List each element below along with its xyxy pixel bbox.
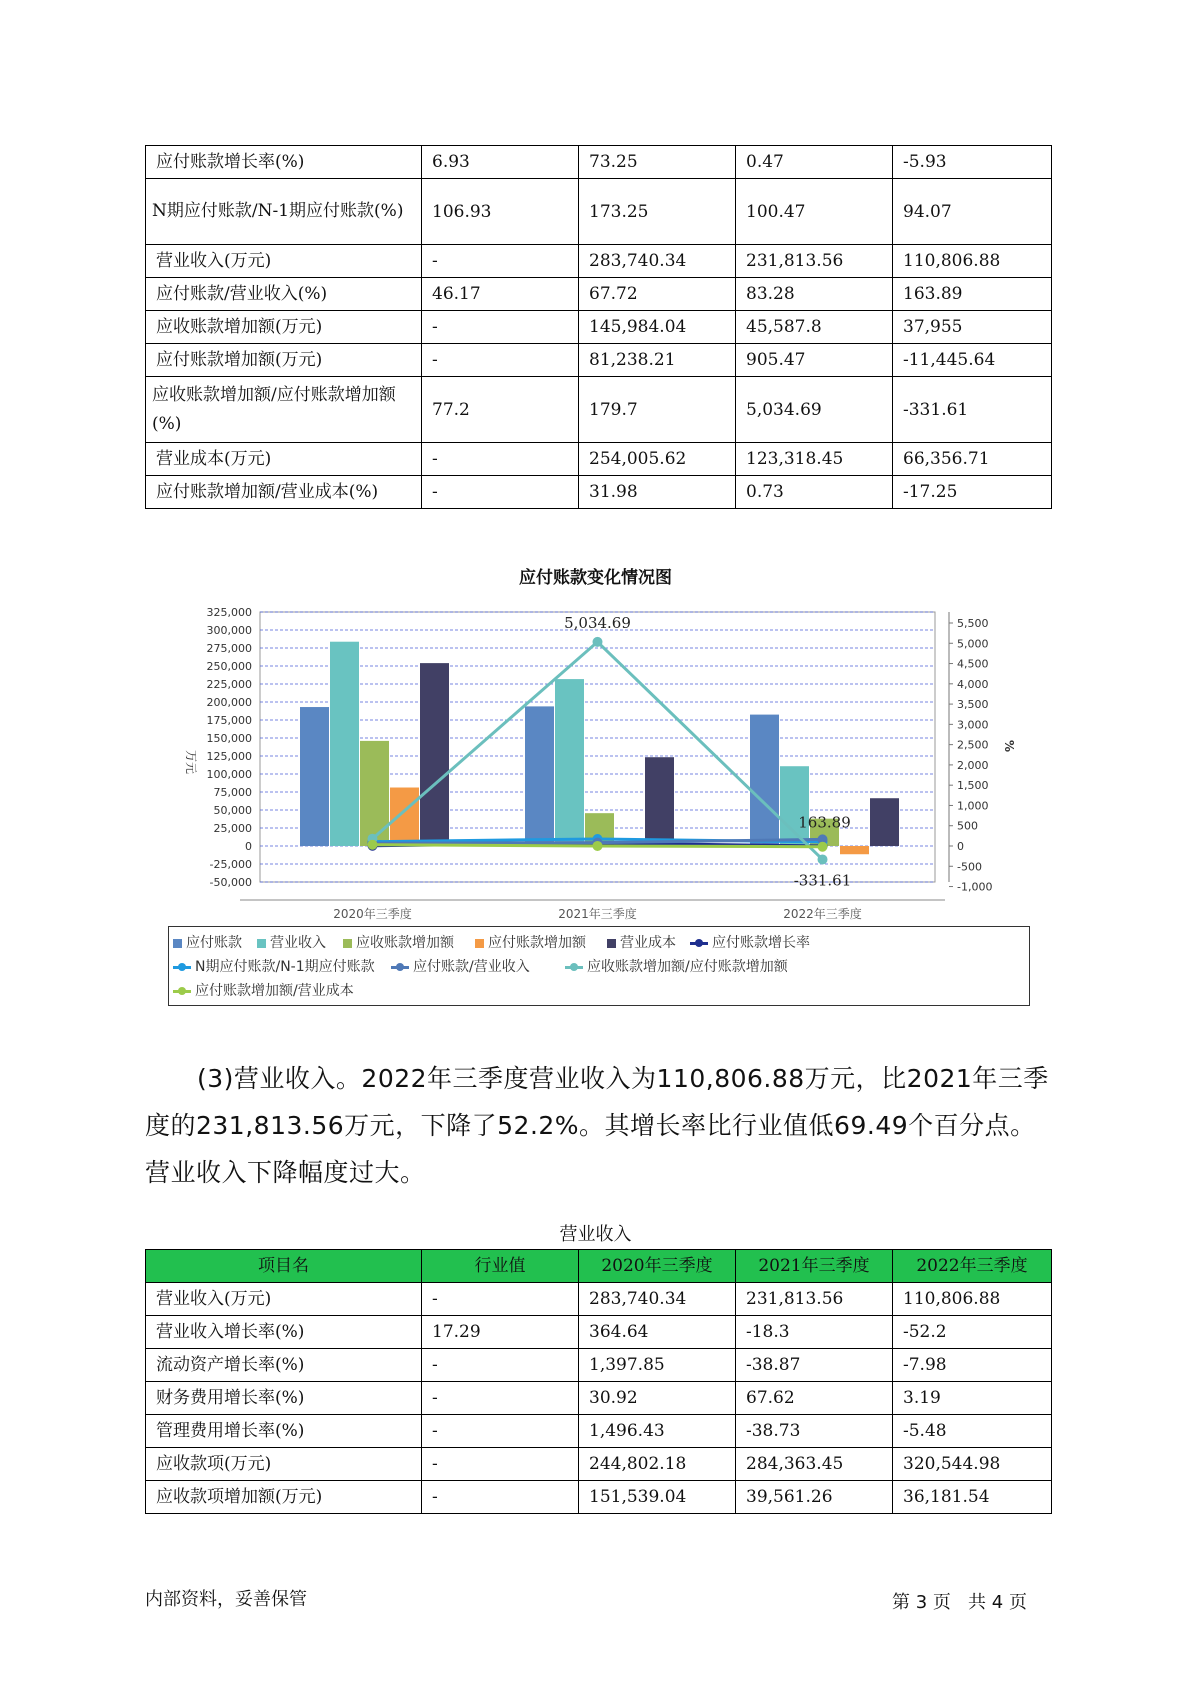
legend-item xyxy=(607,932,676,952)
bar xyxy=(330,642,359,846)
header-cell: 2022年三季度 xyxy=(893,1250,1052,1283)
y-axis-title: 万元 xyxy=(184,750,198,775)
data-point xyxy=(368,840,378,850)
payables-chart xyxy=(175,590,1025,920)
table-row xyxy=(146,179,1052,245)
legend-item xyxy=(343,932,454,952)
value-cell: 231,813.56 xyxy=(736,1283,893,1316)
legend-line-marker xyxy=(565,966,583,969)
value-cell: 83.28 xyxy=(736,278,893,311)
value-cell: 283,740.34 xyxy=(579,245,736,278)
value-cell: 46.17 xyxy=(422,278,579,311)
legend-item xyxy=(391,956,530,976)
value-cell: - xyxy=(422,1481,579,1514)
y-tick-label: 50,000 xyxy=(213,804,252,817)
legend-line-marker xyxy=(391,966,409,969)
value-cell: - xyxy=(422,443,579,476)
legend-item xyxy=(173,956,375,976)
revenue-table-caption: 营业收入 xyxy=(559,1224,632,1245)
legend-swatch xyxy=(343,939,352,948)
x-tick-label: 2020年三季度 xyxy=(333,907,412,920)
header-cell: 2020年三季度 xyxy=(579,1250,736,1283)
legend-label: 营业收入 xyxy=(270,935,326,951)
y2-tick-label: -500 xyxy=(957,860,982,874)
value-cell: 5,034.69 xyxy=(736,377,893,443)
row-label: 管理费用增长率(%) xyxy=(146,1415,422,1448)
y-tick-label: -25,000 xyxy=(209,858,252,871)
y-tick-label: 325,000 xyxy=(206,606,252,619)
legend-item xyxy=(565,956,788,976)
table-row xyxy=(146,278,1052,311)
value-cell: 254,005.62 xyxy=(579,443,736,476)
table-row xyxy=(146,443,1052,476)
y2-tick-label: 3,500 xyxy=(957,698,989,712)
value-cell: 3.19 xyxy=(893,1382,1052,1415)
row-label: 应收账款增加额/应付账款增加额(%) xyxy=(146,377,422,443)
table-row xyxy=(146,1448,1052,1481)
y2-tick-label: 5,000 xyxy=(957,637,989,651)
value-cell: -5.93 xyxy=(893,146,1052,179)
value-cell: 66,356.71 xyxy=(893,443,1052,476)
data-label: 163.89 xyxy=(798,813,851,832)
value-cell: - xyxy=(422,1448,579,1481)
value-cell: 179.7 xyxy=(579,377,736,443)
bar xyxy=(420,663,449,846)
value-cell: - xyxy=(422,1283,579,1316)
value-cell: 0.47 xyxy=(736,146,893,179)
value-cell: 100.47 xyxy=(736,179,893,245)
y2-axis-title: % xyxy=(1002,740,1016,753)
table-row xyxy=(146,377,1052,443)
value-cell: 73.25 xyxy=(579,146,736,179)
value-cell: 77.2 xyxy=(422,377,579,443)
value-cell: -331.61 xyxy=(893,377,1052,443)
y2-tick-label: 0 xyxy=(957,840,964,853)
value-cell: 364.64 xyxy=(579,1316,736,1349)
row-label: 应收款项增加额(万元) xyxy=(146,1481,422,1514)
row-label: 应收款项(万元) xyxy=(146,1448,422,1481)
table-row xyxy=(146,245,1052,278)
y2-tick-label: 1,000 xyxy=(957,799,989,813)
y-tick-label: 225,000 xyxy=(206,678,252,691)
bar xyxy=(300,707,329,846)
legend-label: 应付账款增加额/营业成本 xyxy=(195,983,354,999)
value-cell: -11,445.64 xyxy=(893,344,1052,377)
value-cell: - xyxy=(422,1382,579,1415)
row-label: N期应付账款/N-1期应付账款(%) xyxy=(146,179,422,245)
chart-title: 应付账款变化情况图 xyxy=(519,568,672,588)
legend-item xyxy=(173,980,354,1000)
value-cell: 6.93 xyxy=(422,146,579,179)
legend-label: 应付账款增长率 xyxy=(712,935,810,951)
data-point xyxy=(818,842,828,852)
value-cell: 17.29 xyxy=(422,1316,579,1349)
y2-tick-label: 1,500 xyxy=(957,779,989,793)
value-cell: 39,561.26 xyxy=(736,1481,893,1514)
table-row xyxy=(146,1283,1052,1316)
value-cell: 30.92 xyxy=(579,1382,736,1415)
y2-tick-label: 4,500 xyxy=(957,657,989,671)
revenue-table-header xyxy=(146,1250,1052,1283)
value-cell: 110,806.88 xyxy=(893,1283,1052,1316)
y-tick-label: 100,000 xyxy=(206,768,252,781)
y-tick-label: 0 xyxy=(245,840,252,853)
value-cell: 244,802.18 xyxy=(579,1448,736,1481)
value-cell: -5.48 xyxy=(893,1415,1052,1448)
legend-item xyxy=(690,932,810,952)
revenue-paragraph: (3)营业收入。2022年三季度营业收入为110,806.88万元，比2021年三季度的231,813.56万元，下降了52.2%。其增长率比行业值低69.49个百分点。营业收入下降幅度过大。 xyxy=(145,1064,1049,1187)
value-cell: 123,318.45 xyxy=(736,443,893,476)
y-tick-label: -50,000 xyxy=(209,876,252,889)
table-row xyxy=(146,344,1052,377)
chart-legend xyxy=(168,926,1030,1006)
data-label: 5,034.69 xyxy=(564,613,631,632)
data-label: -331.61 xyxy=(793,871,852,890)
header-cell: 项目名 xyxy=(146,1250,422,1283)
legend-line-marker xyxy=(690,942,708,945)
value-cell: 81,238.21 xyxy=(579,344,736,377)
bar xyxy=(525,706,554,846)
row-label: 应付账款增加额/营业成本(%) xyxy=(146,476,422,509)
value-cell: -52.2 xyxy=(893,1316,1052,1349)
row-label: 流动资产增长率(%) xyxy=(146,1349,422,1382)
value-cell: 173.25 xyxy=(579,179,736,245)
value-cell: 45,587.8 xyxy=(736,311,893,344)
footer-page-number: 第 3 页 共 4 页 xyxy=(892,1592,1027,1613)
table-row xyxy=(146,1382,1052,1415)
legend-swatch xyxy=(475,939,484,948)
row-label: 应收账款增加额(万元) xyxy=(146,311,422,344)
table-row xyxy=(146,1481,1052,1514)
legend-swatch xyxy=(173,939,182,948)
legend-swatch xyxy=(607,939,616,948)
legend-label: 应收账款增加额 xyxy=(356,935,454,951)
legend-item xyxy=(257,932,326,952)
data-point xyxy=(818,854,828,864)
value-cell: 106.93 xyxy=(422,179,579,245)
y2-tick-label: 3,000 xyxy=(957,718,989,732)
value-cell: 284,363.45 xyxy=(736,1448,893,1481)
table-row xyxy=(146,311,1052,344)
value-cell: - xyxy=(422,311,579,344)
value-cell: 1,496.43 xyxy=(579,1415,736,1448)
value-cell: -38.87 xyxy=(736,1349,893,1382)
legend-line-marker xyxy=(173,990,191,993)
legend-label: 营业成本 xyxy=(620,935,676,951)
bar xyxy=(840,846,869,854)
value-cell: 320,544.98 xyxy=(893,1448,1052,1481)
value-cell: 283,740.34 xyxy=(579,1283,736,1316)
y2-tick-label: 5,500 xyxy=(957,617,989,630)
value-cell: 110,806.88 xyxy=(893,245,1052,278)
y-tick-label: 250,000 xyxy=(206,660,252,673)
value-cell: - xyxy=(422,245,579,278)
legend-label: 应付账款增加额 xyxy=(488,935,586,951)
row-label: 应付账款增加额(万元) xyxy=(146,344,422,377)
header-cell: 行业值 xyxy=(422,1250,579,1283)
y-tick-label: 150,000 xyxy=(206,732,252,745)
value-cell: -18.3 xyxy=(736,1316,893,1349)
legend-label: 应付账款 xyxy=(186,935,242,951)
value-cell: 67.72 xyxy=(579,278,736,311)
value-cell: 31.98 xyxy=(579,476,736,509)
data-point xyxy=(593,637,603,647)
value-cell: 231,813.56 xyxy=(736,245,893,278)
y2-tick-label: 2,500 xyxy=(957,738,989,752)
y2-tick-label: 2,000 xyxy=(957,758,989,772)
x-tick-label: 2021年三季度 xyxy=(558,907,637,920)
y-tick-label: 25,000 xyxy=(213,822,252,835)
y2-tick-label: 500 xyxy=(957,819,978,833)
bar xyxy=(390,788,419,846)
value-cell: 37,955 xyxy=(893,311,1052,344)
value-cell: 151,539.04 xyxy=(579,1481,736,1514)
ratio-table xyxy=(145,145,1052,509)
value-cell: 0.73 xyxy=(736,476,893,509)
table-row xyxy=(146,476,1052,509)
value-cell: 94.07 xyxy=(893,179,1052,245)
x-tick-label: 2022年三季度 xyxy=(783,907,862,920)
revenue-table xyxy=(145,1249,1052,1514)
value-cell: - xyxy=(422,1415,579,1448)
table-row xyxy=(146,1349,1052,1382)
row-label: 营业收入增长率(%) xyxy=(146,1316,422,1349)
value-cell: - xyxy=(422,476,579,509)
y-tick-label: 275,000 xyxy=(206,642,252,655)
row-label: 营业成本(万元) xyxy=(146,443,422,476)
legend-label: 应收账款增加额/应付账款增加额 xyxy=(587,959,788,975)
value-cell: 67.62 xyxy=(736,1382,893,1415)
y-tick-label: 75,000 xyxy=(213,786,252,799)
value-cell: 145,984.04 xyxy=(579,311,736,344)
table-row xyxy=(146,1415,1052,1448)
row-label: 应付账款/营业收入(%) xyxy=(146,278,422,311)
value-cell: 905.47 xyxy=(736,344,893,377)
legend-label: 应付账款/营业收入 xyxy=(413,959,530,975)
value-cell: 1,397.85 xyxy=(579,1349,736,1382)
y-tick-label: 300,000 xyxy=(206,624,252,637)
value-cell: -38.73 xyxy=(736,1415,893,1448)
value-cell: 36,181.54 xyxy=(893,1481,1052,1514)
data-point xyxy=(593,841,603,851)
legend-line-marker xyxy=(173,966,191,969)
value-cell: - xyxy=(422,1349,579,1382)
row-label: 应付账款增长率(%) xyxy=(146,146,422,179)
value-cell: -7.98 xyxy=(893,1349,1052,1382)
y-tick-label: 125,000 xyxy=(206,750,252,763)
bar xyxy=(360,741,389,846)
bar xyxy=(870,798,899,846)
y-tick-label: 175,000 xyxy=(206,714,252,727)
legend-label: N期应付账款/N-1期应付账款 xyxy=(195,959,375,975)
table-row xyxy=(146,146,1052,179)
bar xyxy=(555,679,584,846)
value-cell: -17.25 xyxy=(893,476,1052,509)
table-row xyxy=(146,1316,1052,1349)
legend-item xyxy=(173,932,242,952)
footer-confidential: 内部资料，妥善保管 xyxy=(145,1589,307,1610)
legend-item xyxy=(475,932,586,952)
bar xyxy=(750,715,779,846)
y2-tick-label: -1,000 xyxy=(957,880,993,894)
value-cell: 163.89 xyxy=(893,278,1052,311)
bar xyxy=(645,757,674,846)
row-label: 营业收入(万元) xyxy=(146,1283,422,1316)
y2-tick-label: 4,000 xyxy=(957,677,989,691)
row-label: 财务费用增长率(%) xyxy=(146,1382,422,1415)
header-cell: 2021年三季度 xyxy=(736,1250,893,1283)
y-tick-label: 200,000 xyxy=(206,696,252,709)
row-label: 营业收入(万元) xyxy=(146,245,422,278)
value-cell: - xyxy=(422,344,579,377)
legend-swatch xyxy=(257,939,266,948)
